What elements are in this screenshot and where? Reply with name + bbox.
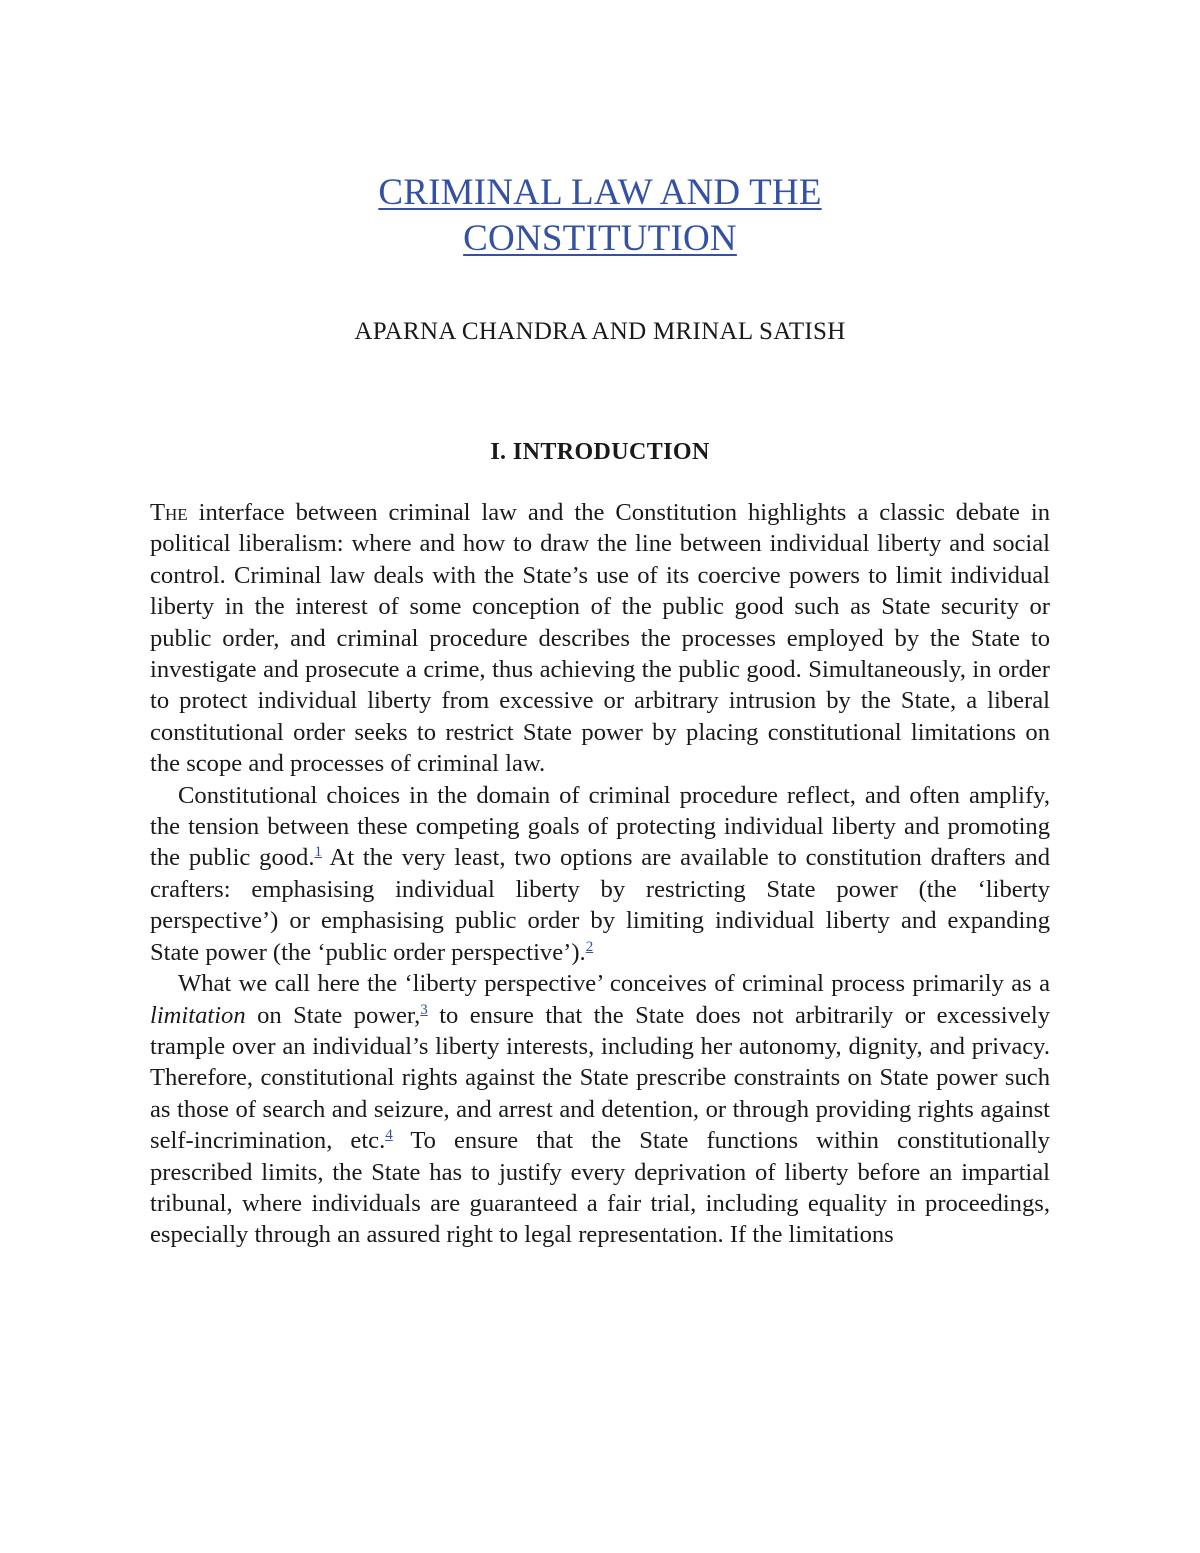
footnote-link-3[interactable]: 3 (420, 1001, 428, 1018)
footnote-link-4[interactable]: 4 (385, 1127, 393, 1144)
paragraph-3-part-4: To ensure that the State functions within constitutionally prescribed limits, the State has to justify every deprivation of liberty before an impartial tribunal, where individuals are guaranteed a fair trial, including equality in proceedings, especially through an assured right to legal representation. If the limitations (150, 1127, 1050, 1249)
paragraph-3 (150, 968, 1050, 1251)
title-line-1: CRIMINAL LAW AND THE (378, 172, 822, 213)
paragraph-lead-word: The (150, 499, 188, 526)
paragraph-3-part-1: What we call here the ‘liberty perspective’ conceives of criminal process primarily as a (178, 970, 1050, 998)
paragraph-2-part-1: Constitutional choices in the domain of criminal procedure reflect, and often amplify, the tension between these competing goals of protecting individual liberty and promoting the public good. (150, 781, 1050, 872)
paragraph-1-text: interface between criminal law and the Constitution highlights a classic debate in political liberalism: where and how to draw the line between individual liberty and social control. Criminal law deals with the State’s use of its coercive powers to limit individual liberty in the interest of some conception of the public good such as State security or public order, and criminal procedure describes the processes employed by the State to investigate and prosecute a crime, thus achieving the public good. Simultaneously, in order to protect individual liberty from excessive or arbitrary intrusion by the State, a liberal constitutional order seeks to restrict State power by placing constitutional limitations on the scope and processes of criminal law. (150, 499, 1050, 778)
footnote-link-2[interactable]: 2 (585, 938, 594, 955)
paragraph-3-part-3: to ensure that the State does not arbitrarily or excessively trample over an individual’s liberty interests, including her autonomy, dignity, and privacy. Therefore, constitutional rights against the State prescribe constraints on State power such as those of search and seizure, and arrest and detention, or through providing rights against self-incrimination, etc. (150, 1001, 1050, 1155)
title-line-2: CONSTITUTION (463, 218, 737, 259)
body-text (150, 497, 1050, 1251)
footnote-link-1[interactable]: 1 (314, 844, 322, 861)
section-heading: I. INTRODUCTION (490, 439, 710, 465)
document-title (150, 170, 1050, 262)
emphasis-limitation: limitation (150, 1001, 246, 1029)
paragraph-2 (150, 780, 1050, 968)
authors: APARNA CHANDRA AND MRINAL SATISH (354, 318, 846, 345)
paragraph-3-part-2: on State power, (245, 1001, 421, 1029)
paragraph-1 (150, 497, 1050, 780)
paragraph-2-part-2: At the very least, two options are available to constitution drafters and crafters: emphasising individual liberty by restricting State power (the ‘liberty perspective’) or emphasising public order by limiting individual liberty and expanding State power (the ‘public order perspective’). (150, 844, 1050, 966)
